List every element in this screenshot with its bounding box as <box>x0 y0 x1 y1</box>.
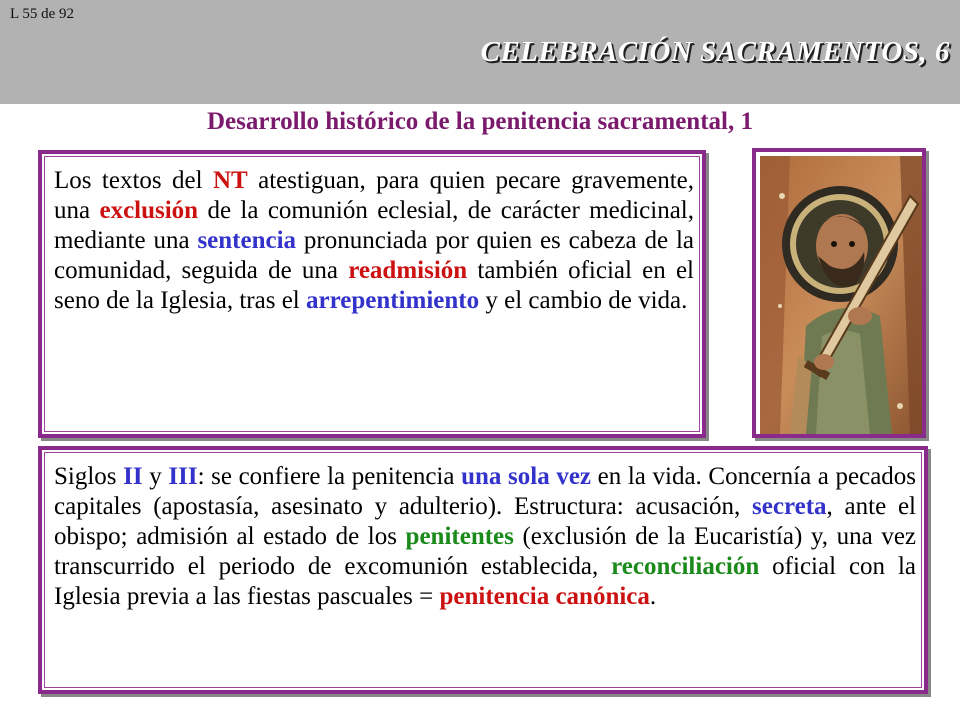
text-run: , ante el obispo; admisión al estado de los <box>54 493 916 550</box>
slide-subtitle: Desarrollo histórico de la penitencia sacramental, 1 <box>207 108 753 135</box>
text-run: pronunciada por quien es cabeza de la comunidad, seguida de una <box>54 227 694 284</box>
text-run: Los textos del <box>54 167 213 194</box>
text-run: atestiguan, para quien pecare gravemente, una <box>54 167 694 224</box>
highlight-term: readmisión <box>348 257 468 284</box>
text-run: y el cambio de vida. <box>479 287 688 314</box>
highlight-term: II <box>123 463 143 490</box>
nt-paragraph <box>54 166 694 316</box>
slide-title: CELEBRACIÓN SACRAMENTOS, 6 <box>480 36 950 68</box>
highlight-term: NT <box>212 167 248 194</box>
highlight-term: sentencia <box>197 227 297 254</box>
history-paragraph <box>54 462 916 612</box>
highlight-term: penitentes <box>405 523 514 550</box>
text-run: y <box>142 463 169 490</box>
text-run: Siglos <box>54 463 124 490</box>
saint-paul-image <box>752 148 926 438</box>
slide-header <box>0 0 960 104</box>
highlight-term: reconciliación <box>611 553 760 580</box>
nt-text-box <box>38 150 706 438</box>
highlight-term: arrepentimiento <box>306 287 480 314</box>
text-run: oficial con la Iglesia previa a las fiestas pascuales = <box>54 553 916 610</box>
text-run: en la vida. Concernía a pecados capitales (apostasía, asesinato y adulterio). Estructura: acusación, <box>54 463 917 520</box>
saint-paul-illustration <box>760 156 922 434</box>
highlight-term: exclusión <box>99 197 199 224</box>
text-run: también oficial en el seno de la Iglesia, tras el <box>54 257 694 314</box>
history-text-box <box>38 446 928 694</box>
text-run: : se confiere la penitencia <box>197 463 462 490</box>
highlight-term: una sola vez <box>461 463 592 490</box>
text-run: . <box>649 583 657 610</box>
highlight-term: secreta <box>752 493 827 520</box>
slide-counter: L 55 de 92 <box>10 6 75 22</box>
text-run: de la comunión eclesial, de carácter medicinal, mediante una <box>54 197 694 254</box>
highlight-term: III <box>168 463 198 490</box>
highlight-term: penitencia canónica <box>439 583 650 610</box>
text-run: (exclusión de la Eucaristía) y, una vez transcurrido el periodo de excomunión establecida, <box>54 523 917 580</box>
